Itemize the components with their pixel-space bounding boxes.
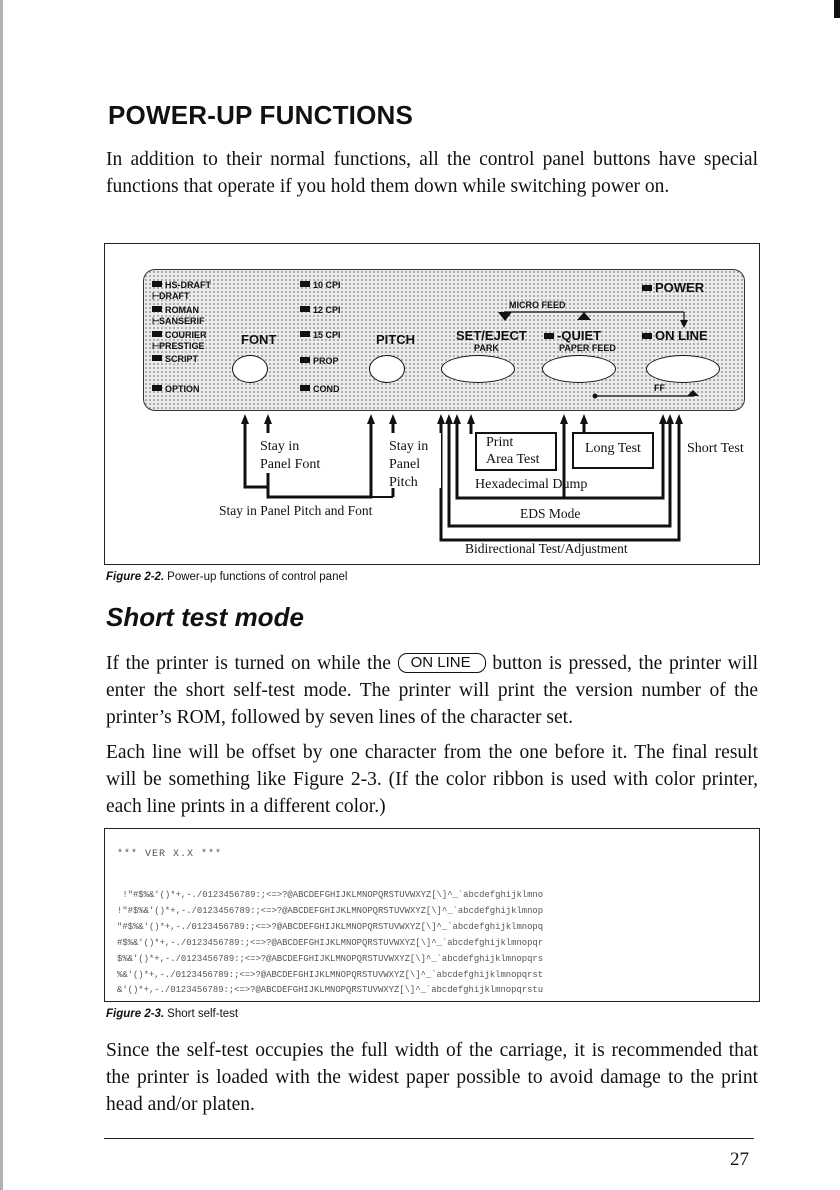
- section-heading: POWER-UP FUNCTIONS: [108, 100, 414, 130]
- callout-long-test: Long Test: [585, 441, 641, 456]
- font-option-roman: ROMAN: [152, 305, 199, 315]
- binding-mark: [0, 0, 3, 1190]
- char-line: "#$%&'()*+,-./0123456789:;<=>?@ABCDEFGHIJKLMNOPQRSTUVWXYZ[\]^_`abcdefghijklmnopq: [117, 922, 544, 932]
- paper-feed-label: PAPER FEED: [559, 343, 616, 353]
- callout-stay-in-panel-pitch: Stay in Panel Pitch: [389, 439, 429, 490]
- callout-stay-in-pitch-and-font: Stay in Panel Pitch and Font: [219, 503, 373, 518]
- char-line: %&'()*+,-./0123456789:;<=>?@ABCDEFGHIJKLMNOPQRSTUVWXYZ[\]^_`abcdefghijklmnopqrst: [117, 970, 544, 980]
- micro-feed-label: MICRO FEED: [509, 300, 566, 310]
- subheading-short-test: Short test mode: [106, 602, 304, 632]
- intro-paragraph: In addition to their normal functions, all the control panel buttons have special functions that operate if you hold them down while switching power on.: [106, 149, 758, 197]
- callout-short-test: Short Test: [687, 441, 744, 456]
- font-option-draft: ⊢DRAFT: [152, 291, 190, 301]
- callout-brackets: [105, 244, 759, 564]
- pitch-option-12cpi: 12 CPI: [300, 305, 341, 315]
- quiet-label: -QUIET: [544, 328, 601, 343]
- char-line: &'()*+,-./0123456789:;<=>?@ABCDEFGHIJKLMNOPQRSTUVWXYZ[\]^_`abcdefghijklmnopqrstu: [117, 985, 544, 995]
- closing-paragraph: Since the self-test occupies the full width of the carriage, it is recommended that the printer is loaded with the widest paper possible to avoid damage to the print head and/or platen.: [106, 1040, 758, 1115]
- figure-self-test-output: [104, 828, 760, 1002]
- callout-hex-dump: Hexadecimal Dump: [475, 477, 588, 492]
- callout-print-area-test: Print Area Test: [486, 435, 540, 467]
- char-line: #$%&'()*+,-./0123456789:;<=>?@ABCDEFGHIJKLMNOPQRSTUVWXYZ[\]^_`abcdefghijklmnopqr: [117, 938, 544, 948]
- font-option-script: SCRIPT: [152, 354, 198, 364]
- callout-eds-mode: EDS Mode: [520, 506, 581, 521]
- pitch-option-cond: COND: [300, 384, 340, 394]
- font-option-sanserif: ⊢SANSERIF: [152, 316, 205, 326]
- pitch-option-prop: PROP: [300, 356, 339, 366]
- font-option-hs-draft: HS-DRAFT: [152, 280, 211, 290]
- offset-paragraph: Each line will be offset by one character from the one before it. The final result will be something like Figure 2-3. (If the color ribbon is used with color printer, each line prints in a different color.): [106, 742, 758, 817]
- font-option-courier: COURIER: [152, 330, 207, 340]
- self-test-version-line: *** VER X.X ***: [117, 849, 223, 860]
- figure-control-panel: [104, 243, 760, 565]
- short-test-paragraph: If the printer is turned on while the ON LINE button is pressed, the printer will enter the short self-test mode. The printer will print the version number of the printer’s ROM, followed by seven lines of the character set.: [106, 653, 758, 728]
- callout-stay-in-panel-font: Stay in Panel Font: [260, 439, 321, 472]
- park-label: PARK: [474, 343, 499, 353]
- font-option-option: OPTION: [152, 384, 200, 394]
- power-label: POWER: [642, 280, 704, 295]
- corner-mark: [834, 0, 840, 18]
- online-button-inline: ON LINE: [398, 653, 486, 673]
- callout-bidirectional: Bidirectional Test/Adjustment: [465, 541, 628, 556]
- figure-2-3-caption: Figure 2-3. Short self-test: [106, 1008, 239, 1020]
- font-option-prestige: ⊢PRESTIGE: [152, 341, 205, 351]
- figure-2-2-caption: Figure 2-2. Power-up functions of control panel: [106, 571, 348, 583]
- page-number: 27: [730, 1149, 749, 1170]
- footer-rule: [104, 1138, 754, 1139]
- char-line: !"#$%&'()*+,-./0123456789:;<=>?@ABCDEFGHIJKLMNOPQRSTUVWXYZ[\]^_`abcdefghijklmnop: [117, 906, 544, 916]
- char-line: $%&'()*+,-./0123456789:;<=>?@ABCDEFGHIJKLMNOPQRSTUVWXYZ[\]^_`abcdefghijklmnopqrs: [117, 954, 544, 964]
- pitch-label: PITCH: [376, 332, 415, 347]
- pitch-option-10cpi: 10 CPI: [300, 280, 341, 290]
- online-label: ON LINE: [642, 328, 708, 343]
- font-label: FONT: [241, 332, 277, 347]
- pitch-option-15cpi: 15 CPI: [300, 330, 341, 340]
- set-eject-label: SET/EJECT: [456, 328, 527, 343]
- char-line: !"#$%&'()*+,-./0123456789:;<=>?@ABCDEFGHIJKLMNOPQRSTUVWXYZ[\]^_`abcdefghijklmno: [117, 890, 544, 900]
- ff-label: FF: [654, 383, 665, 393]
